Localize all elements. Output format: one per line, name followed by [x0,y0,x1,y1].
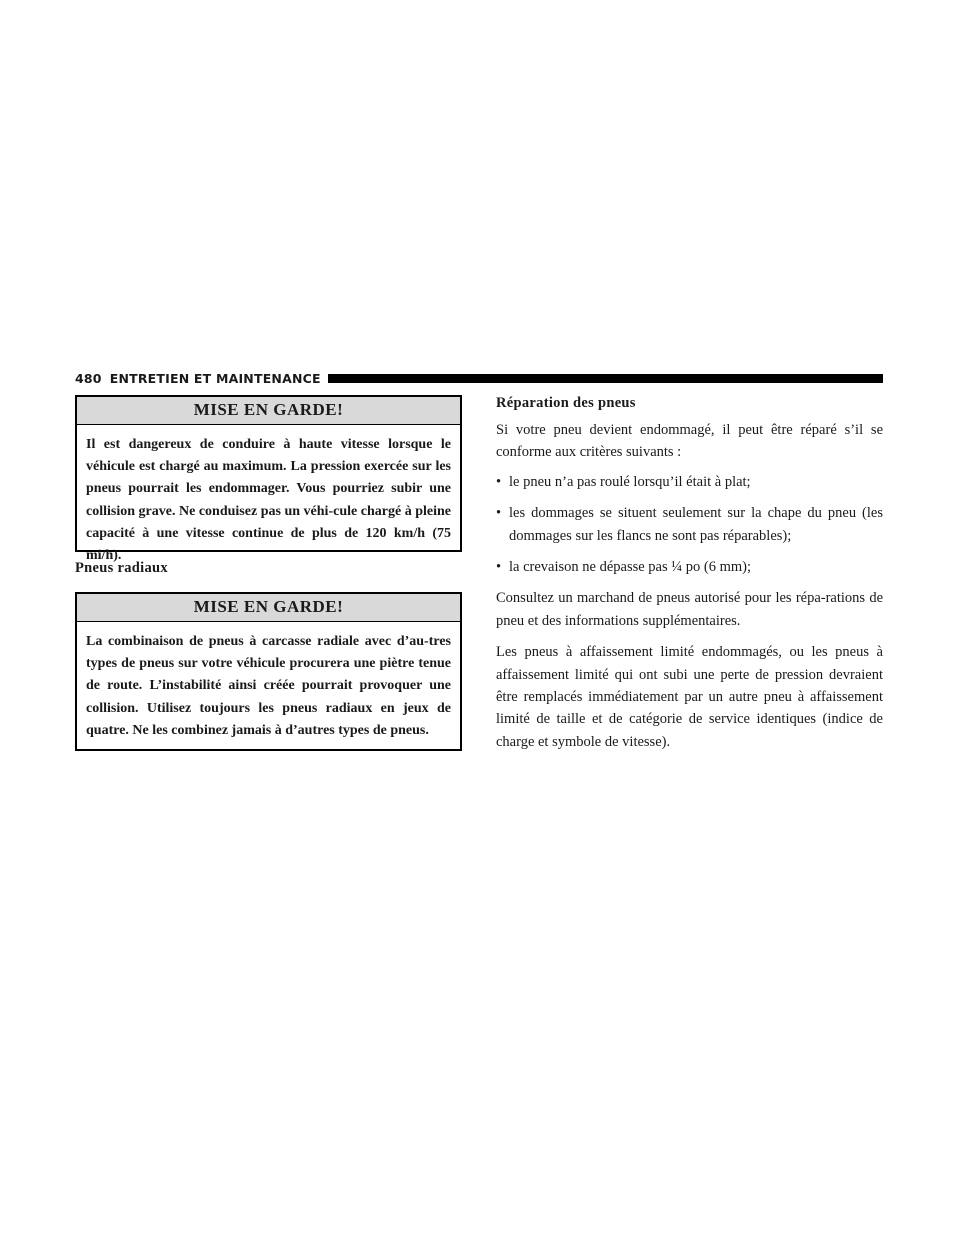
warning-title: MISE EN GARDE! [77,594,460,622]
dealer-paragraph: Consultez un marchand de pneus autorisé pour les répa-rations de pneu et des informations supplémentaires. [496,590,883,629]
warning-body: La combinaison de pneus à carcasse radiale avec d’au-tres types de pneus sur votre véhicule procurera une piètre tenue de route. L’instabilité ainsi créée pourrait provoquer une collision. Utilisez toujours les pneus radiaux en jeux de quatre. Ne les combinez jamais à d’autres types de pneus. [86,634,451,738]
list-item: • le pneu n’a pas roulé lorsqu’il était à plat; [496,473,751,490]
page-header [75,370,883,386]
left-column [75,395,462,738]
header-rule [328,374,883,383]
section-title: ENTRETIEN ET MAINTENANCE [109,370,321,386]
intro-paragraph: Si votre pneu devient endommagé, il peut être réparé s’il se conforme aux critères suivants : [496,422,883,461]
list-item: • la crevaison ne dépasse pas ¼ po (6 mm); [496,559,751,576]
warning-box-speed [75,395,462,564]
right-column [496,395,883,753]
subheading-tire-repair: Réparation des pneus [496,395,636,411]
warning-body: Il est dangereux de conduire à haute vitesse lorsque le véhicule est chargé au maximum. La pression exercée sur les pneus pourrait les endommager. Vous pourriez subir une collision grave. Ne conduisez pas un véhi-cule chargé à pleine capacité à une vitesse continue de plus de 120 km/h (75 mi/h). [86,437,451,564]
warning-box-radial [75,592,462,751]
criteria-list [496,471,883,579]
subheading-radial-tires: Pneus radiaux [75,560,168,576]
warning-title: MISE EN GARDE! [77,397,460,425]
list-item: • les dommages se situent seulement sur la chape du pneu (les dommages sur les flancs ne sont pas réparables); [496,505,883,544]
page-number: 480 [75,370,102,386]
runflat-paragraph: Les pneus à affaissement limité endommagés, ou les pneus à affaissement limité qui ont subi une perte de pression devraient être remplacés immédiatement par un autre pneu à affaissement limité de taille et de catégorie de service identiques (indice de charge et symbole de vitesse). [496,644,883,750]
